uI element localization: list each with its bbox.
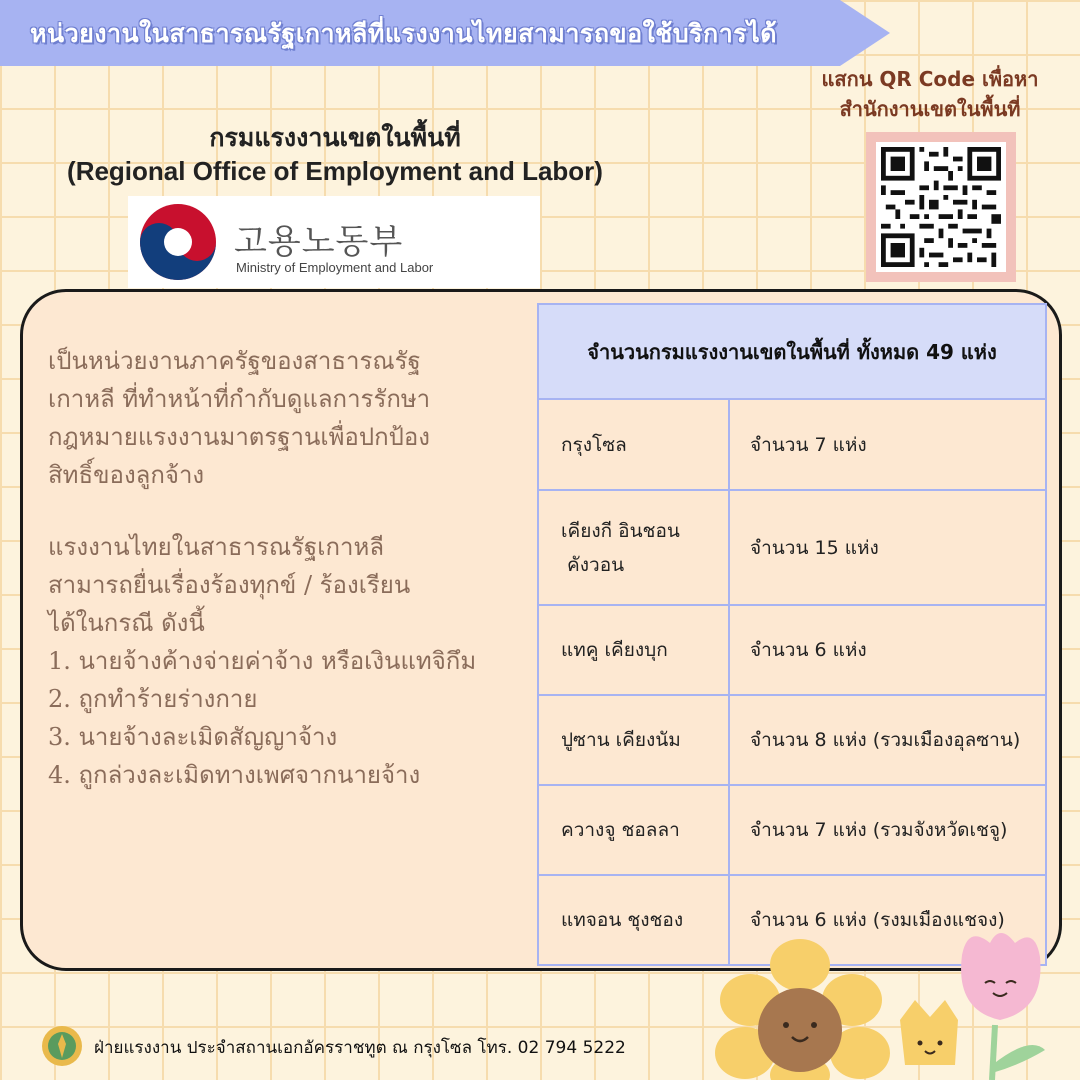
office-count-table: [537, 303, 1047, 966]
desc-line: เกาหลี ที่ทำหน้าที่กำกับดูแลการรักษา: [48, 385, 431, 413]
desc-line: สามารถยื่นเรื่องร้องทุกข์ / ร้องเรียน: [48, 571, 411, 599]
region-name-line2: คังวอน: [561, 553, 625, 576]
banner-title: หน่วยงานในสาธารณรัฐเกาหลีที่แรงงานไทยสามารถขอใช้บริการได้: [30, 19, 777, 48]
count-cell: จำนวน 7 แห่ง (รวมจังหวัดเชจู): [750, 819, 1008, 841]
count-cell: จำนวน 8 แห่ง (รวมเมืองอุลซาน): [750, 729, 1021, 751]
region-name: ควางจู ชอลลา: [561, 819, 680, 841]
region-cell: [539, 786, 730, 874]
taegeuk-icon: [136, 200, 220, 284]
qr-code[interactable]: [876, 142, 1006, 272]
table-row: [539, 786, 1045, 876]
table-row: [539, 606, 1045, 696]
qr-code-icon: [881, 147, 1001, 267]
description: [48, 342, 528, 794]
qr-caption-line2: สำนักงานเขตในพื้นที่: [839, 97, 1021, 121]
table-row: [539, 400, 1045, 491]
desc-line: สิทธิ์ของลูกจ้าง: [48, 461, 205, 489]
case-item: 3. นายจ้างละเมิดสัญญาจ้าง: [48, 723, 338, 751]
office-title: กรมแรงงานเขตในพื้นที่: [209, 123, 461, 152]
count-cell: จำนวน 6 แห่ง: [750, 639, 867, 661]
case-item: 2. ถูกทำร้ายร่างกาย: [48, 685, 258, 713]
ministry-korean-name: 고용노동부: [234, 222, 404, 262]
region-cell: [539, 606, 730, 694]
table-row: [539, 491, 1045, 606]
case-item: 1. นายจ้างค้างจ่ายค่าจ้าง หรือเงินแทจิกึม: [48, 647, 477, 675]
region-cell: [539, 696, 730, 784]
spacer: [48, 494, 528, 528]
desc-line: กฎหมายแรงงานมาตรฐานเพื่อปกป้อง: [48, 423, 430, 451]
count-cell: จำนวน 7 แห่ง: [750, 433, 867, 456]
qr-caption-line1: แสกน QR Code เพื่อหา: [821, 67, 1039, 91]
region-name: กรุงโซล: [561, 433, 627, 456]
embassy-emblem-icon: [40, 1024, 84, 1068]
region-cell: [539, 400, 730, 489]
desc-line: ได้ในกรณี ดังนี้: [48, 609, 205, 637]
ministry-logo: [128, 196, 540, 288]
region-name: ปูซาน เคียงนัม: [561, 729, 681, 751]
flower-decoration-icon: [700, 925, 1080, 1080]
count-cell: จำนวน 6 แห่ง (รงมเมืองแชจง): [750, 909, 1005, 931]
table-header: จำนวนกรมแรงงานเขตในพื้นที่ ทั้งหมด 49 แห่ง: [539, 305, 1045, 400]
region-name: แทจอน ชุงชอง: [561, 909, 684, 931]
footer-contact: ฝ่ายแรงงาน ประจำสถานเอกอัครราชทูต ณ กรุงโซล โทร. 02 794 5222: [94, 1038, 626, 1058]
desc-line: เป็นหน่วยงานภาครัฐของสาธารณรัฐ: [48, 347, 421, 375]
desc-line: แรงงานไทยในสาธารณรัฐเกาหลี: [48, 533, 385, 561]
table-row: [539, 696, 1045, 786]
region-name: แทคู เคียงบุก: [561, 639, 668, 661]
region-name: เคียงกี อินชอน: [561, 519, 680, 542]
qr-code-frame[interactable]: [866, 132, 1016, 282]
office-subtitle: (Regional Office of Employment and Labor): [67, 156, 603, 186]
region-cell: [539, 491, 730, 604]
ministry-english-name: Ministry of Employment and Labor: [236, 260, 434, 275]
count-cell: จำนวน 15 แห่ง: [750, 536, 879, 559]
qr-caption: [800, 64, 1060, 124]
case-item: 4. ถูกล่วงละเมิดทางเพศจากนายจ้าง: [48, 761, 421, 789]
